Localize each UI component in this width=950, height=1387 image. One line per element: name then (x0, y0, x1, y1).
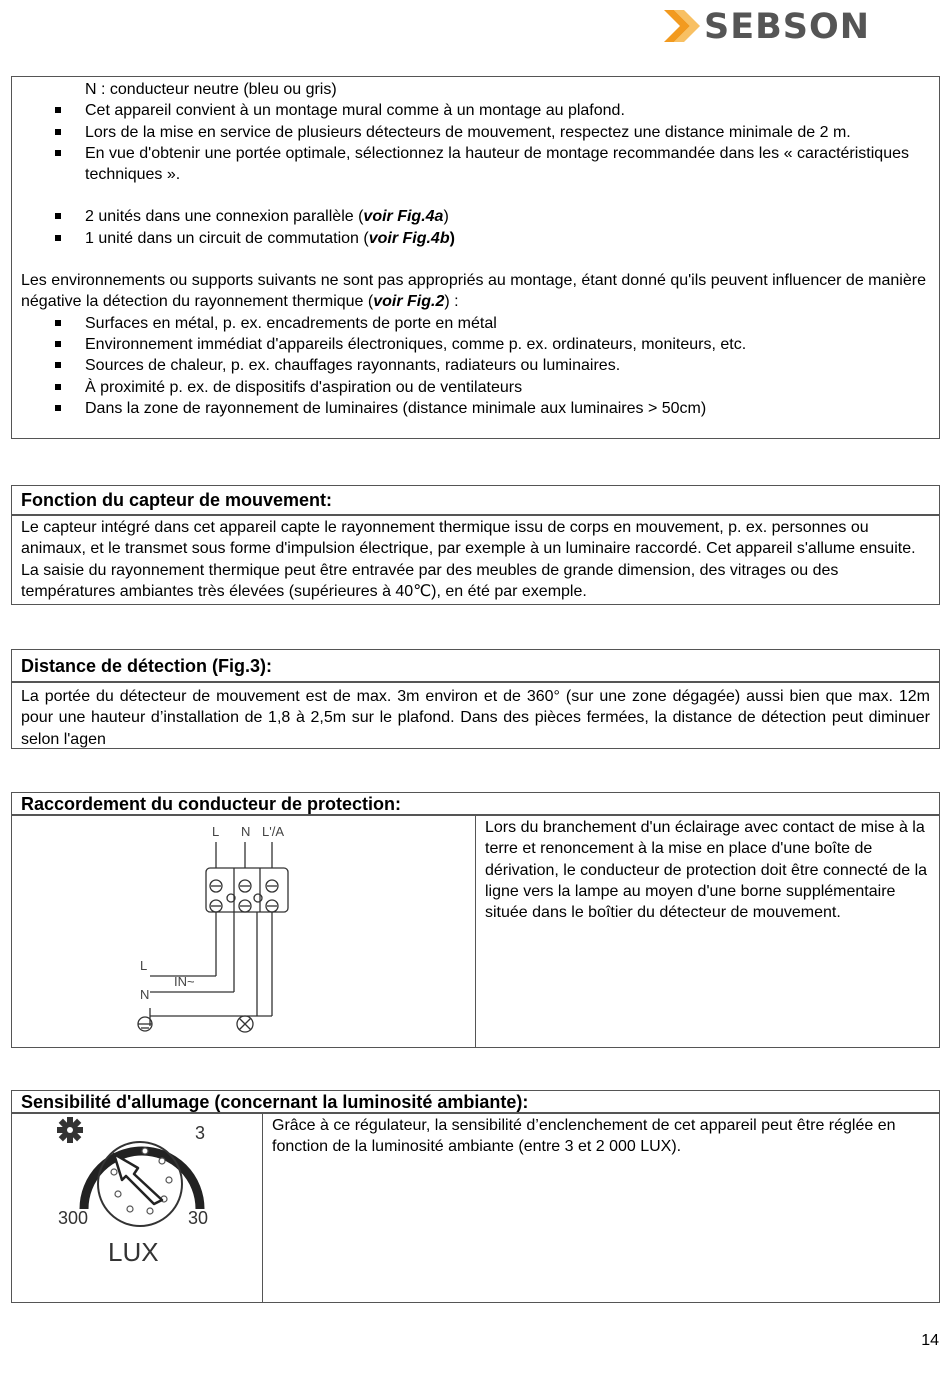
neutral-line: N : conducteur neutre (bleu ou gris) (85, 81, 337, 98)
sensitivity-section-text: Grâce à ce régulateur, la sensibilité d’enclenchement de cet appareil peut être réglée en fonction de la luminosité ambiante (entre 3 et 2 000 LUX). (262, 1113, 940, 1303)
terminal-label-la: L'/A (262, 824, 284, 839)
protection-section-text: Lors du branchement d'un éclairage avec contact de mise à la terre et renoncement à la mise en place d'une boîte de dérivation, le conducteur de protection doit être connecté de la ligne vers la lampe au moyen d'une borne supplémentaire située dans le boîtier du détecteur de mouvement. (475, 815, 940, 1048)
line-label-l: L (140, 958, 148, 973)
list-item: Lors de la mise en service de plusieurs détecteurs de mouvement, respectez une distance minimale de 2 m. (21, 122, 930, 143)
logo-arrow-icon (660, 6, 704, 46)
list-item: Cet appareil convient à un montage mural comme à un montage au plafond. (21, 100, 930, 121)
motion-section-title: Fonction du capteur de mouvement: (11, 485, 940, 515)
lux-dial (12, 1114, 262, 1302)
list-item: En vue d'obtenir une portée optimale, sélectionnez la hauteur de montage recommandée dans les « caractéristiques techniques ». (21, 143, 930, 186)
brand-name: SEBSON (704, 7, 871, 47)
brand-logo (660, 6, 890, 46)
line-label-n: N (140, 987, 150, 1002)
protection-section-title: Raccordement du conducteur de protection: (11, 792, 940, 815)
environment-list (21, 313, 930, 419)
motion-section-text: Le capteur intégré dans cet appareil capte le rayonnement thermique issu de corps en mouvement, p. ex. personnes ou animaux, et le transmet sous forme d'impulsion électrique, par exemple à un luminaire raccordé. Cet appareil s'allume ensuite. La saisie du rayonnement thermique peut être entravée par des meubles de grande dimension, des vitrages ou des températures ambiantes très élevées (supérieures à 40℃), en été par exemple. (11, 515, 940, 605)
install-bullets (21, 100, 930, 185)
list-item: Environnement immédiat d'appareils électroniques, comme p. ex. ordinateurs, moniteurs, etc. (21, 334, 930, 355)
page-number: 14 (921, 1332, 939, 1349)
terminal-label-n: N (241, 824, 251, 839)
dial-label-right: 30 (188, 1208, 209, 1228)
installation-notes-box (11, 76, 940, 439)
list-item: 2 unités dans une connexion parallèle (voir Fig.4a) (21, 206, 930, 227)
list-item: Surfaces en métal, p. ex. encadrements de porte en métal (21, 313, 930, 334)
lux-dial-cell (11, 1113, 263, 1303)
list-item: 1 unité dans un circuit de commutation (voir Fig.4b) (21, 228, 930, 249)
units-bullets (21, 206, 930, 249)
dial-unit: LUX (108, 1237, 159, 1267)
input-label: IN~ (174, 974, 195, 989)
terminal-label-l: L (212, 824, 220, 839)
sensitivity-section-title: Sensibilité d'allumage (concernant la luminosité ambiante): (11, 1090, 940, 1113)
list-item: Dans la zone de rayonnement de luminaires (distance minimale aux luminaires > 50cm) (21, 398, 930, 419)
distance-section-title: Distance de détection (Fig.3): (11, 649, 940, 682)
gear-icon (57, 1117, 83, 1143)
list-item: À proximité p. ex. de dispositifs d'aspiration ou de ventilateurs (21, 377, 930, 398)
dial-label-min: 3 (195, 1123, 206, 1143)
dial-label-left: 300 (58, 1208, 89, 1228)
environment-paragraph: Les environnements ou supports suivants ne sont pas appropriés au montage, étant donné qu'ils peuvent influencer de manière négative la détection du rayonnement thermique (voir Fig.2) : (21, 272, 926, 311)
distance-section-text: La portée du détecteur de mouvement est de max. 3m environ et de 360° (sur une zone dégagée) aussi bien que max. 12m pour une hauteur d’installation de 1,8 à 2,5m sur le plafond. Dans des pièces fermées, la distance de détection peut diminuer selon l'agen (11, 682, 940, 749)
wiring-diagram-cell (11, 815, 476, 1048)
list-item: Sources de chaleur, p. ex. chauffages rayonnants, radiateurs ou luminaires. (21, 355, 930, 376)
wiring-diagram (12, 816, 475, 1047)
